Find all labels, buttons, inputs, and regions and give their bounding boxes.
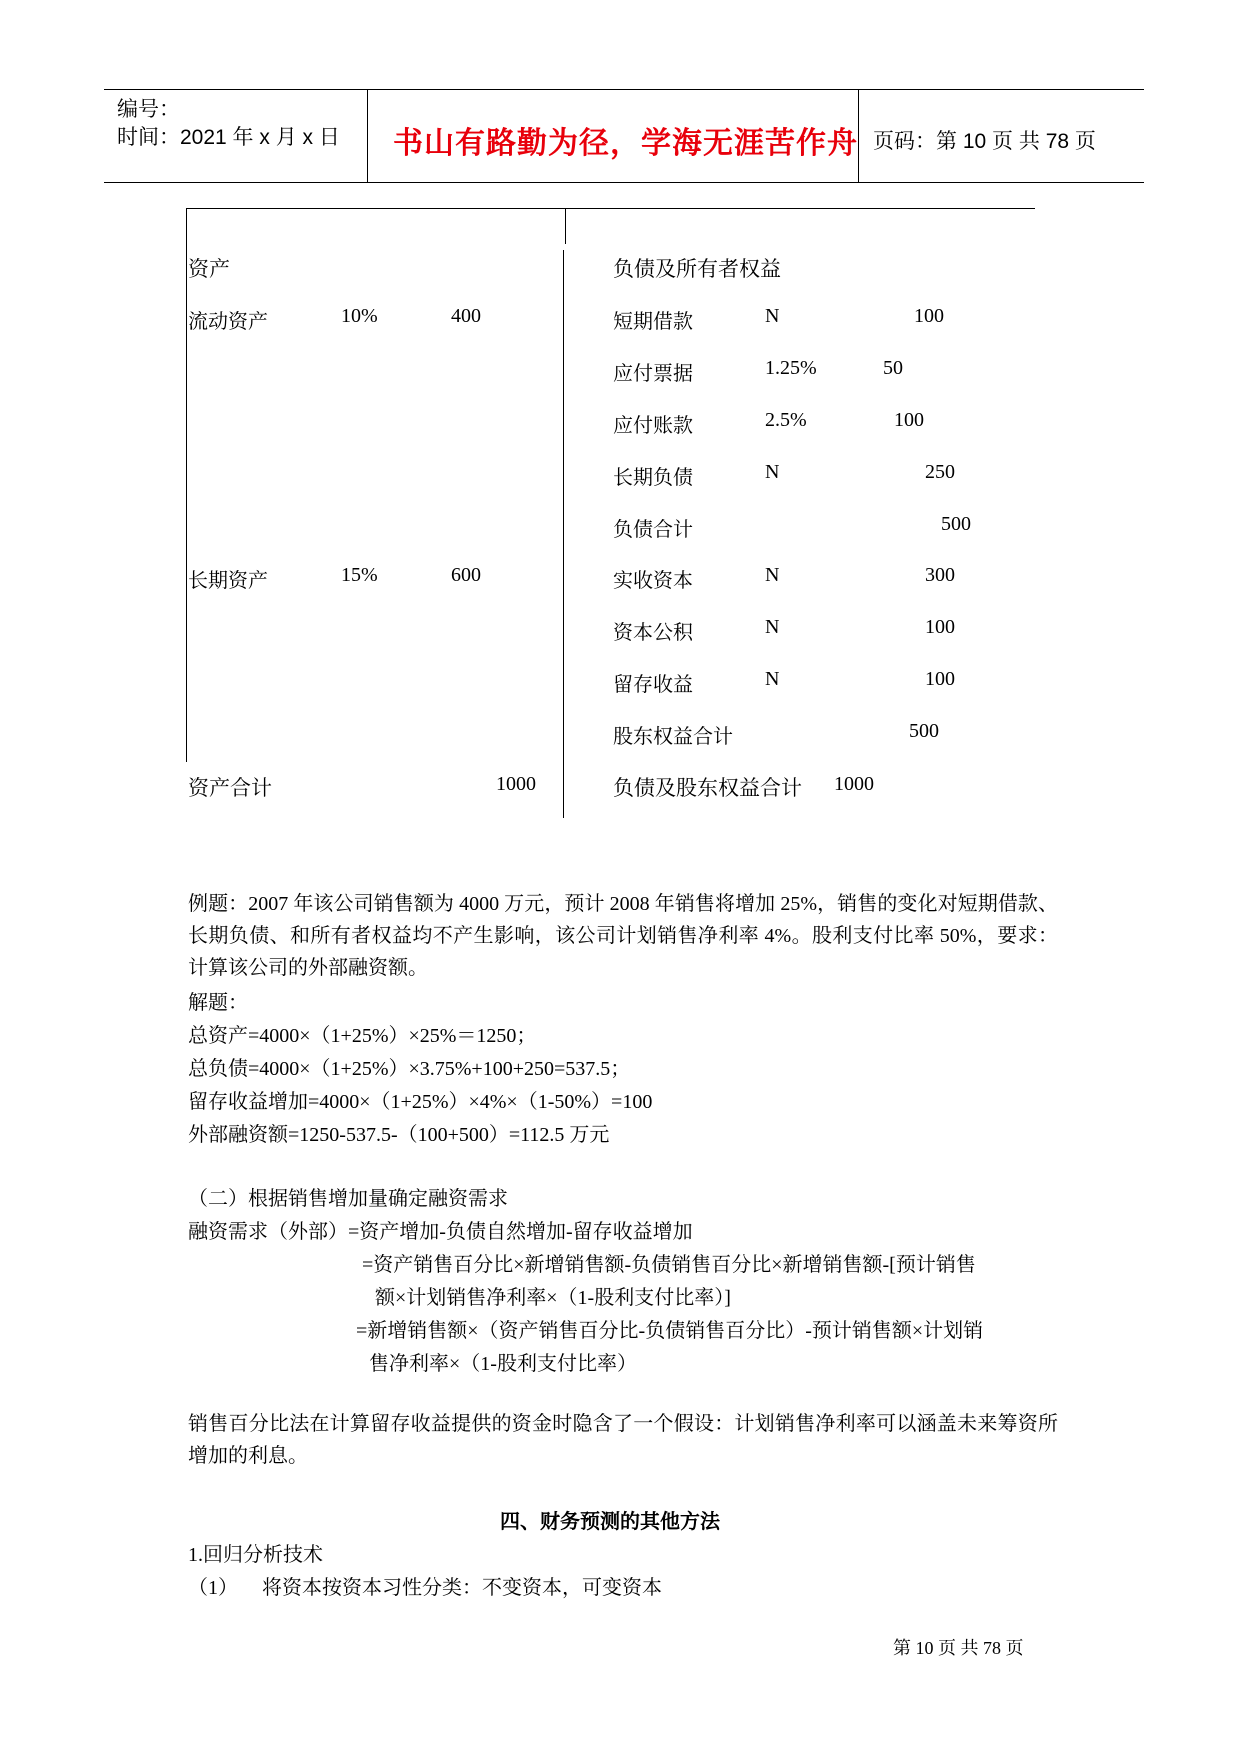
liability-row-amount: 250 [925, 461, 955, 483]
liability-row-pct: 2.5% [765, 409, 807, 431]
formula-line: 融资需求（外部）=资产增加-负债自然增加-留存收益增加 [188, 1221, 693, 1243]
liability-row-amount: 300 [925, 564, 955, 586]
header-motto: 书山有路勤为径，学海无涯苦作舟 [393, 127, 858, 160]
formula-line: =资产销售百分比×新增销售额-负债销售百分比×新增销售额-[预计销售 [362, 1254, 976, 1276]
asset-row-name: 长期资产 [188, 570, 268, 592]
asset-row-amount: 400 [451, 305, 481, 327]
solution-line: 外部融资额=1250-537.5-（100+500）=112.5 万元 [188, 1124, 610, 1146]
solution-label: 解题： [188, 992, 248, 1014]
list-subitem-text: 将资本按资本习性分类：不变资本，可变资本 [262, 1577, 662, 1599]
liability-row-name: 留存收益 [613, 674, 693, 696]
liability-row-pct: N [765, 305, 780, 327]
liability-row-name: 负债合计 [613, 519, 693, 541]
formula-line: 售净利率×（1-股利支付比率） [369, 1353, 637, 1375]
asset-row-pct: 15% [341, 564, 378, 586]
liability-row-amount: 100 [925, 616, 955, 638]
liability-row-name: 应付票据 [613, 363, 693, 385]
method-note-paragraph: 销售百分比法在计算留存收益提供的资金时隐含了一个假设：计划销售净利率可以涵盖未来筹资所增加的利息。 [188, 1413, 1058, 1467]
total-label: 负债及股东权益合计 [613, 776, 802, 800]
liability-row-pct: N [765, 564, 780, 586]
liability-row-pct: N [765, 668, 780, 690]
liabilities-title: 负债及所有者权益 [613, 257, 781, 281]
liability-row-amount: 100 [925, 668, 955, 690]
solution-line: 总负债=4000×（1+25%）×3.75%+100+250=537.5； [188, 1058, 631, 1080]
formula-line: =新增销售额×（资产销售百分比-负债销售百分比）-预计销售额×计划销 [356, 1320, 984, 1342]
assets-title: 资产 [188, 257, 230, 281]
liability-row-amount: 50 [883, 357, 903, 379]
table-mid-rule-top [565, 208, 566, 244]
liability-row-pct: 1.25% [765, 357, 817, 379]
solution-line: 留存收益增加=4000×（1+25%）×4%×（1-50%）=100 [188, 1091, 653, 1113]
section-4-heading: 四、财务预测的其他方法 [500, 1511, 720, 1533]
list-item-1: 1.回归分析技术 [188, 1544, 323, 1566]
header-top-rule [104, 89, 1144, 90]
liability-row-amount: 500 [941, 513, 971, 535]
liability-row-name: 股东权益合计 [613, 726, 733, 748]
asset-row-name: 流动资产 [188, 311, 268, 333]
liability-row-pct: N [765, 461, 780, 483]
solution-line: 总资产=4000×（1+25%）×25%＝1250； [188, 1025, 537, 1047]
formula-line: 额×计划销售净利率×（1-股利支付比率）] [375, 1287, 731, 1309]
asset-row-pct: 10% [341, 305, 378, 327]
table-mid-rule [563, 250, 564, 818]
assets-total-amount: 1000 [496, 773, 536, 795]
section-2-title: （二）根据销售增加量确定融资需求 [188, 1188, 508, 1210]
liability-row-pct: N [765, 616, 780, 638]
total-amount: 1000 [834, 773, 874, 795]
liability-row-amount: 100 [914, 305, 944, 327]
doc-number-label: 编号： [117, 98, 180, 121]
page-indicator: 页码：第 10 页 共 78 页 [873, 130, 1096, 153]
doc-time-label: 时间：2021 年 x 月 x 日 [117, 126, 340, 149]
liability-row-name: 资本公积 [613, 622, 693, 644]
liability-row-name: 短期借款 [613, 311, 693, 333]
header-divider-left [367, 89, 368, 182]
header-bottom-rule [104, 182, 1144, 183]
liability-row-name: 长期负债 [613, 467, 693, 489]
table-top-rule [186, 208, 1035, 209]
table-left-rule [186, 208, 187, 762]
liability-row-name: 应付账款 [613, 415, 693, 437]
example-paragraph: 例题：2007 年该公司销售额为 4000 万元，预计 2008 年销售将增加 25%，销售的变化对短期借款、长期负债、和所有者权益均不产生影响，该公司计划销售净利率 4%。股利支付比率 50%，要求：计算该公司的外部融资额。 [188, 893, 1058, 979]
asset-row-amount: 600 [451, 564, 481, 586]
header-divider-right [858, 89, 859, 182]
assets-total-label: 资产合计 [188, 776, 272, 800]
liability-row-amount: 500 [909, 720, 939, 742]
liability-row-name: 实收资本 [613, 570, 693, 592]
liability-row-amount: 100 [894, 409, 924, 431]
page-footer: 第 10 页 共 78 页 [893, 1638, 1024, 1658]
list-subitem-number: （1） [188, 1577, 238, 1599]
